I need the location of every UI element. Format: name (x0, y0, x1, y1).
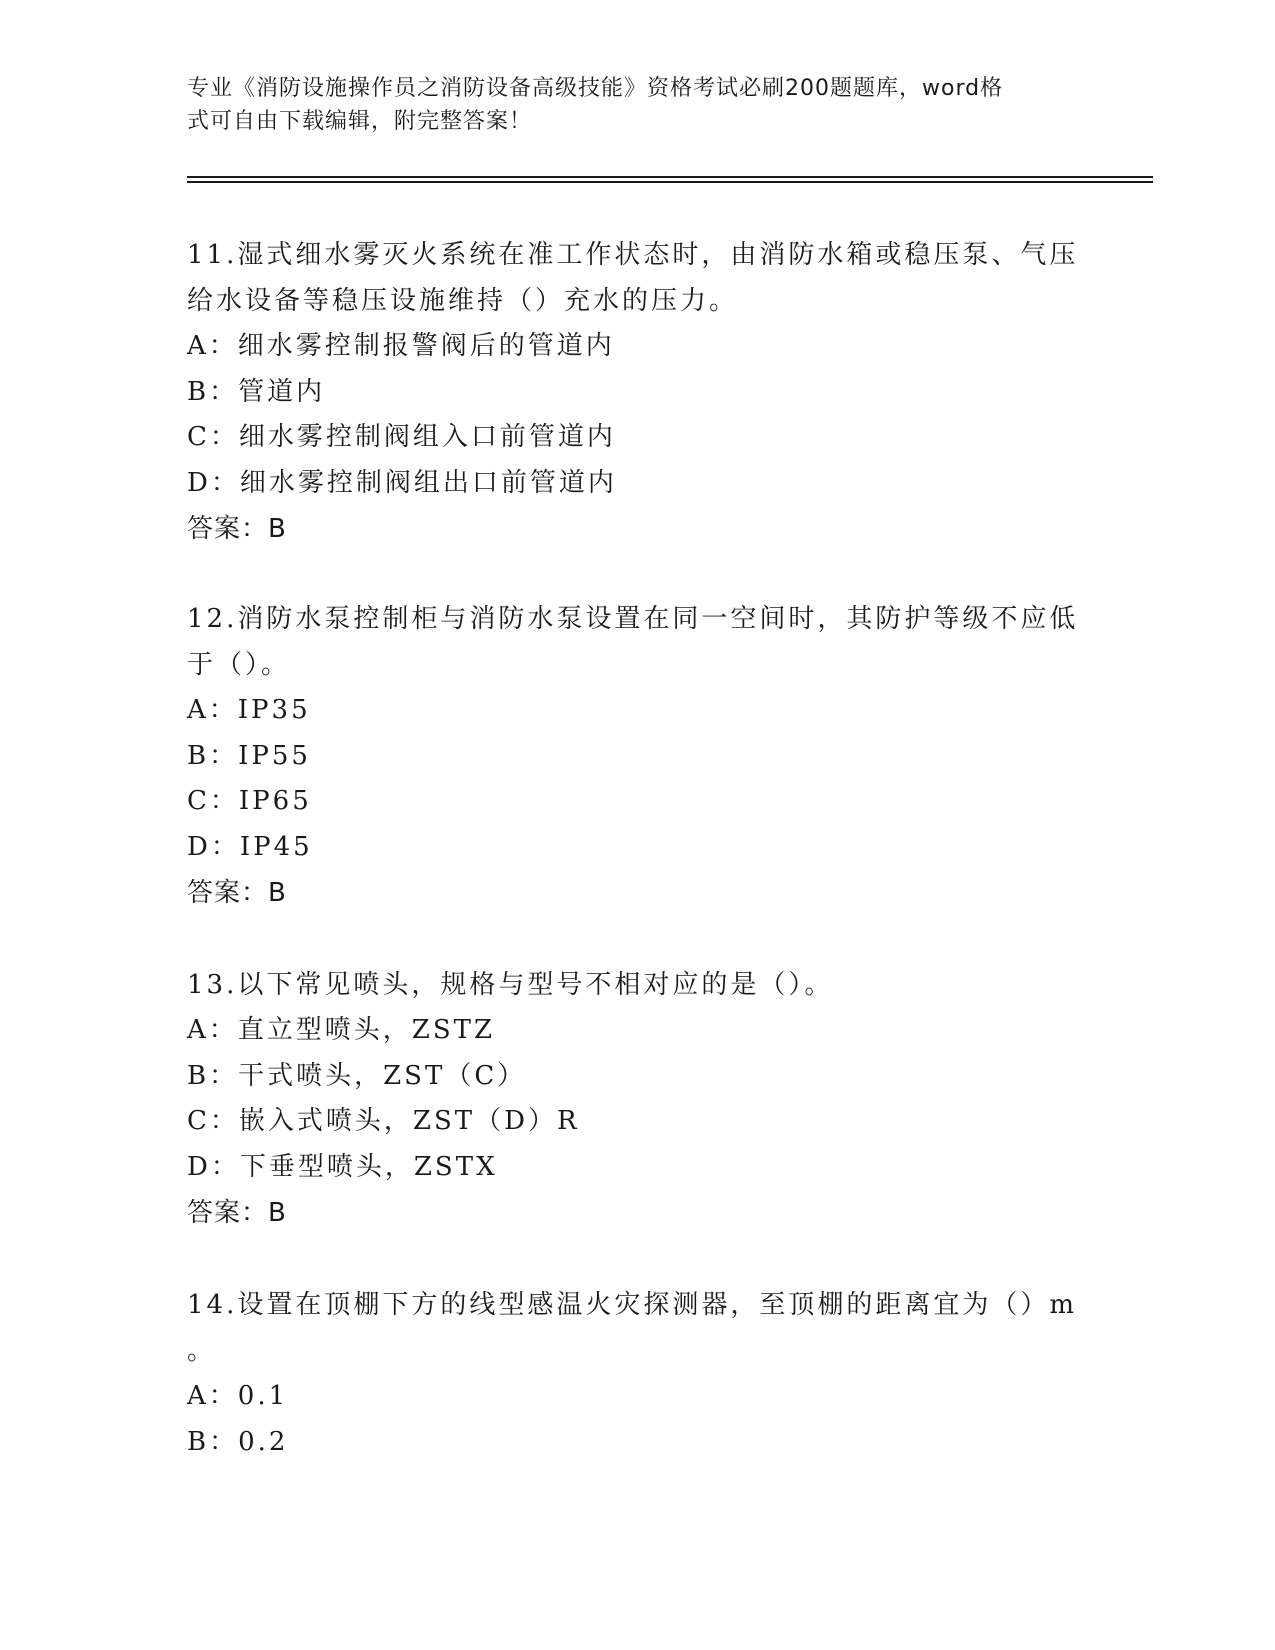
question-text-line: 。 (187, 1336, 217, 1366)
option-a: A：细水雾控制报警阀后的管道内 (187, 331, 615, 361)
question-11 (187, 232, 1087, 552)
question-text-line: 14.设置在顶棚下方的线型感温火灾探测器，至顶棚的距离宜为（）m (187, 1290, 1078, 1320)
answer: 答案：B (187, 1198, 287, 1228)
question-text-line: 12.消防水泵控制柜与消防水泵设置在同一空间时，其防护等级不应低 (187, 604, 1079, 634)
option-c: C：嵌入式喷头，ZST（D）R (187, 1106, 580, 1136)
option-a: A：直立型喷头，ZSTZ (187, 1015, 496, 1045)
document-header (187, 72, 1067, 138)
header-divider-bottom (187, 181, 1153, 183)
header-line-1: 专业《消防设施操作员之消防设备高级技能》资格考试必刷200题题库，word格 (187, 76, 1004, 101)
question-12 (187, 596, 1087, 916)
option-b: B：0.2 (187, 1426, 289, 1457)
question-text-line: 给水设备等稳压设施维持（）充水的压力。 (187, 286, 739, 316)
answer: 答案：B (187, 878, 287, 908)
question-text-line: 13.以下常见喷头，规格与型号不相对应的是（）。 (187, 970, 834, 1000)
header-line-2: 式可自由下载编辑，附完整答案！ (187, 109, 533, 134)
option-d: D：IP45 (187, 831, 313, 862)
question-13 (187, 962, 1087, 1236)
question-14 (187, 1282, 1087, 1465)
header-divider-top (187, 176, 1153, 178)
question-text-line: 11.湿式细水雾灭火系统在准工作状态时，由消防水箱或稳压泵、气压 (187, 240, 1079, 270)
option-a: A：IP35 (187, 695, 311, 725)
question-text-line: 于（）。 (187, 650, 291, 680)
option-b: B：管道内 (187, 376, 326, 407)
option-b: B：IP55 (187, 740, 311, 771)
option-d: D：细水雾控制阀组出口前管道内 (187, 467, 617, 498)
option-b: B：干式喷头，ZST（C） (187, 1060, 527, 1091)
option-c: C：细水雾控制阀组入口前管道内 (187, 422, 616, 452)
option-c: C：IP65 (187, 786, 312, 816)
option-a: A：0.1 (187, 1381, 289, 1411)
answer: 答案：B (187, 514, 287, 544)
option-d: D：下垂型喷头，ZSTX (187, 1151, 498, 1182)
